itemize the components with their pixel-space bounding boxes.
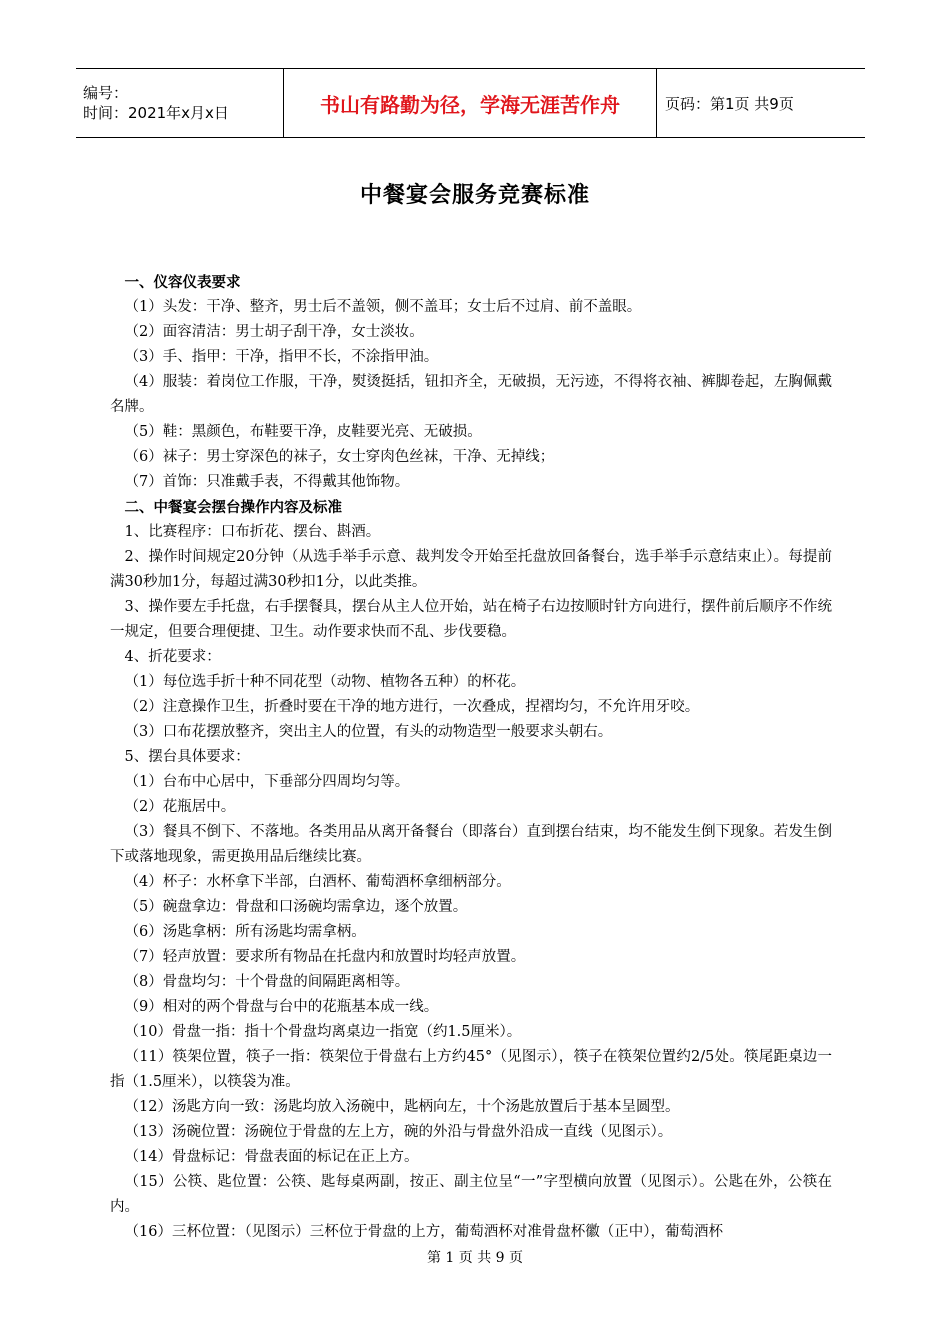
paragraph: 4、折花要求： <box>124 649 221 665</box>
paragraph: （11）筷架位置，筷子一指：筷架位于骨盘右上方约45°（见图示），筷子在筷架位置约2/5处。筷尾距桌边一指（1.5厘米），以筷袋为准。 <box>110 1049 832 1090</box>
paragraph: （7）轻声放置：要求所有物品在托盘内和放置时均轻声放置。 <box>124 949 526 965</box>
paragraph: （9）相对的两个骨盘与台中的花瓶基本成一线。 <box>124 999 439 1015</box>
document-header <box>76 68 865 138</box>
number-label: 编号： <box>83 84 129 102</box>
paragraph: （2）花瓶居中。 <box>124 799 236 815</box>
paragraph: （1）每位选手折十种不同花型（动物、植物各五种）的杯花。 <box>124 674 526 690</box>
paragraph: （2）注意操作卫生，折叠时要在干净的地方进行，一次叠成，捏褶均匀，不允许用牙咬。 <box>124 699 700 715</box>
time-label: 时间：2021年x月x日 <box>83 104 229 122</box>
paragraph: （12）汤匙方向一致：汤匙均放入汤碗中，匙柄向左，十个汤匙放置后于基本呈圆型。 <box>124 1099 680 1115</box>
paragraph: （1）头发：干净、整齐，男士后不盖领，侧不盖耳；女士后不过肩、前不盖眼。 <box>124 299 642 315</box>
paragraph: （5）碗盘拿边：骨盘和口汤碗均需拿边，逐个放置。 <box>124 899 468 915</box>
page-footer: 第 1 页 共 9 页 <box>426 1250 524 1266</box>
document-body <box>110 270 832 1245</box>
paragraph: （13）汤碗位置：汤碗位于骨盘的左上方，碗的外沿与骨盘外沿成一直线（见图示）。 <box>124 1124 673 1140</box>
paragraph: （4）服装：着岗位工作服，干净，熨烫挺括，钮扣齐全，无破损，无污迹，不得将衣袖、裤脚卷起，左胸佩戴名牌。 <box>110 374 832 415</box>
paragraph: （5）鞋：黑颜色，布鞋要干净，皮鞋要光亮、无破损。 <box>124 424 482 440</box>
header-page-number <box>657 69 865 137</box>
page-label: 页码：第1页 共9页 <box>665 94 794 113</box>
paragraph: （6）袜子：男士穿深色的袜子，女士穿肉色丝袜，干净、无掉线； <box>124 449 555 465</box>
paragraph: （15）公筷、匙位置：公筷、匙每桌两副，按正、副主位呈“一”字型横向放置（见图示）。公匙在外，公筷在内。 <box>110 1174 832 1215</box>
section-heading: 一、仪容仪表要求 <box>124 274 241 291</box>
paragraph: 3、操作要左手托盘，右手摆餐具，摆台从主人位开始，站在椅子右边按顺时针方向进行，摆件前后顺序不作统一规定，但要合理便捷、卫生。动作要求快而不乱、步伐要稳。 <box>110 599 832 640</box>
section-heading: 二、中餐宴会摆台操作内容及标准 <box>124 499 342 516</box>
paragraph: （3）口布花摆放整齐，突出主人的位置，有头的动物造型一般要求头朝右。 <box>124 724 613 740</box>
document-title: 中餐宴会服务竞赛标准 <box>359 182 590 208</box>
paragraph: （4）杯子：水杯拿下半部，白酒杯、葡萄酒杯拿细柄部分。 <box>124 874 511 890</box>
paragraph: （10）骨盘一指：指十个骨盘均离桌边一指宽（约1.5厘米）。 <box>124 1024 522 1040</box>
slogan-text: 书山有路勤为径，学海无涯苦作舟 <box>320 92 620 117</box>
header-meta <box>76 69 284 137</box>
paragraph: 5、摆台具体要求： <box>124 749 250 765</box>
paragraph: 2、操作时间规定20分钟（从选手举手示意、裁判发令开始至托盘放回备餐台，选手举手示意结束止）。每提前满30秒加1分，每超过满30秒扣1分，以此类推。 <box>110 549 832 590</box>
paragraph: （2）面容清洁：男士胡子刮干净，女士淡妆。 <box>124 324 424 340</box>
paragraph: 1、比赛程序：口布折花、摆台、斟酒。 <box>124 524 381 540</box>
paragraph: （6）汤匙拿柄：所有汤匙均需拿柄。 <box>124 924 366 940</box>
paragraph: （3）手、指甲：干净，指甲不长，不涂指甲油。 <box>124 349 439 365</box>
paragraph: （1）台布中心居中，下垂部分四周均匀等。 <box>124 774 410 790</box>
paragraph: （14）骨盘标记：骨盘表面的标记在正上方。 <box>124 1149 419 1165</box>
paragraph: （16）三杯位置：（见图示）三杯位于骨盘的上方，葡萄酒杯对准骨盘杯徽（正中），葡萄酒杯 <box>124 1224 723 1240</box>
paragraph: （7）首饰：只准戴手表，不得戴其他饰物。 <box>124 474 410 490</box>
paragraph: （3）餐具不倒下、不落地。各类用品从离开备餐台（即落台）直到摆台结束，均不能发生倒下现象。若发生倒下或落地现象，需更换用品后继续比赛。 <box>110 824 832 865</box>
paragraph: （8）骨盘均匀：十个骨盘的间隔距离相等。 <box>124 974 410 990</box>
header-slogan <box>284 69 657 137</box>
